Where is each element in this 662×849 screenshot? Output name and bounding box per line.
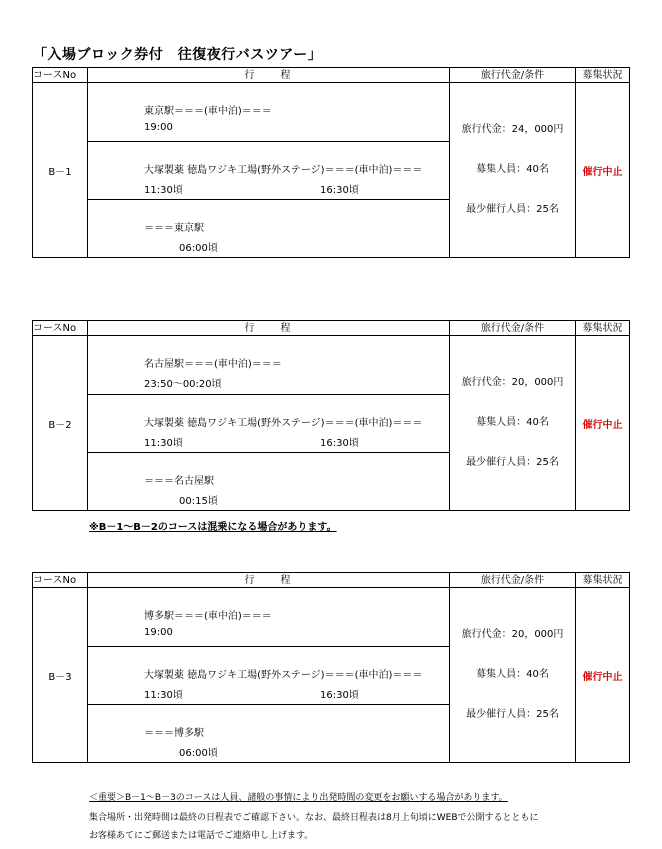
segment-time: 19:00	[144, 122, 173, 133]
itinerary-segment	[88, 141, 449, 199]
status-badge: 催行中止	[576, 588, 630, 763]
segment-time: 11:30頃	[144, 438, 183, 449]
header-price-conditions: 旅行代金/条件	[450, 321, 576, 336]
segment-time-end: 16:30頃	[320, 185, 359, 196]
minimum-participants: 最少催行人員：25名	[466, 457, 559, 468]
itinerary-segment	[88, 336, 449, 394]
course-id: B－1	[33, 83, 88, 258]
itinerary-segment	[88, 588, 449, 646]
segment-place: 名古屋駅＝＝＝(車中泊)＝＝＝	[144, 359, 282, 370]
course-id: B－3	[33, 588, 88, 763]
minimum-participants: 最少催行人員：25名	[466, 204, 559, 215]
itinerary-segment	[88, 452, 449, 510]
notice-line-3: お客様あてにご郵送または電話でご連絡申し上げます。	[89, 831, 314, 841]
itinerary-cell	[88, 83, 450, 258]
segment-time-end: 16:30頃	[320, 438, 359, 449]
travel-price: 旅行代金：20，000円	[461, 377, 564, 388]
segment-place: ＝＝＝博多駅	[144, 728, 204, 739]
itinerary-segment	[88, 199, 449, 257]
course-table-b3	[32, 572, 630, 763]
travel-price: 旅行代金：24，000円	[461, 124, 564, 135]
segment-place: 大塚製薬 徳島ワジキ工場(野外ステージ)＝＝＝(車中泊)＝＝＝	[144, 670, 423, 681]
segment-time-end: 16:30頃	[320, 690, 359, 701]
segment-place: ＝＝＝名古屋駅	[144, 476, 214, 487]
course-row	[33, 336, 630, 511]
segment-time: 23:50～00:20頃	[144, 379, 222, 390]
segment-time: 19:00	[144, 627, 173, 638]
header-status: 募集状況	[576, 573, 630, 588]
header-course-no: コースNo	[33, 321, 88, 336]
recruit-capacity: 募集人員：40名	[476, 417, 549, 428]
segment-place: 大塚製薬 徳島ワジキ工場(野外ステージ)＝＝＝(車中泊)＝＝＝	[144, 165, 423, 176]
itinerary-segment	[88, 646, 449, 704]
travel-price: 旅行代金：20，000円	[461, 629, 564, 640]
minimum-participants: 最少催行人員：25名	[466, 709, 559, 720]
price-conditions-cell	[450, 336, 576, 511]
table-header-row	[33, 573, 630, 588]
itinerary-cell	[88, 588, 450, 763]
itinerary-segment	[88, 704, 449, 762]
header-course-no: コースNo	[33, 68, 88, 83]
segment-place: 博多駅＝＝＝(車中泊)＝＝＝	[144, 611, 272, 622]
header-status: 募集状況	[576, 321, 630, 336]
status-badge: 催行中止	[576, 336, 630, 511]
header-itinerary: 行 程	[88, 68, 450, 83]
header-status: 募集状況	[576, 68, 630, 83]
course-table-b1	[32, 67, 630, 258]
segment-time: 00:15頃	[179, 496, 218, 507]
status-badge: 催行中止	[576, 83, 630, 258]
course-id: B－2	[33, 336, 88, 511]
table-header-row	[33, 68, 630, 83]
header-itinerary: 行 程	[88, 321, 450, 336]
header-itinerary: 行 程	[88, 573, 450, 588]
recruit-capacity: 募集人員：40名	[476, 164, 549, 175]
segment-time: 06:00頃	[179, 243, 218, 254]
header-price-conditions: 旅行代金/条件	[450, 68, 576, 83]
itinerary-segment	[88, 394, 449, 452]
important-notice: ＜重要＞B－1～B－3のコースは人員、諸般の事情により出発時間の変更をお願いする場合があります。	[89, 793, 508, 803]
course-table-b2	[32, 320, 630, 511]
itinerary-segment	[88, 83, 449, 141]
header-price-conditions: 旅行代金/条件	[450, 573, 576, 588]
document-title: 「入場ブロック券付 往復夜行バスツアー」	[33, 47, 323, 63]
segment-place: ＝＝＝東京駅	[144, 223, 204, 234]
segment-time: 06:00頃	[179, 748, 218, 759]
notice-line-2: 集合場所・出発時間は最終の日程表でご確認下さい。なお、最終日程表は8月上旬頃にWEBで公開するとともに	[89, 813, 539, 823]
header-course-no: コースNo	[33, 573, 88, 588]
mixed-ride-note: ※B－1～B－2のコースは混乗になる場合があります。	[89, 522, 337, 533]
segment-time: 11:30頃	[144, 185, 183, 196]
price-conditions-cell	[450, 588, 576, 763]
course-row	[33, 83, 630, 258]
course-row	[33, 588, 630, 763]
itinerary-cell	[88, 336, 450, 511]
segment-place: 大塚製薬 徳島ワジキ工場(野外ステージ)＝＝＝(車中泊)＝＝＝	[144, 418, 423, 429]
segment-place: 東京駅＝＝＝(車中泊)＝＝＝	[144, 106, 272, 117]
table-header-row	[33, 321, 630, 336]
segment-time: 11:30頃	[144, 690, 183, 701]
price-conditions-cell	[450, 83, 576, 258]
recruit-capacity: 募集人員：40名	[476, 669, 549, 680]
